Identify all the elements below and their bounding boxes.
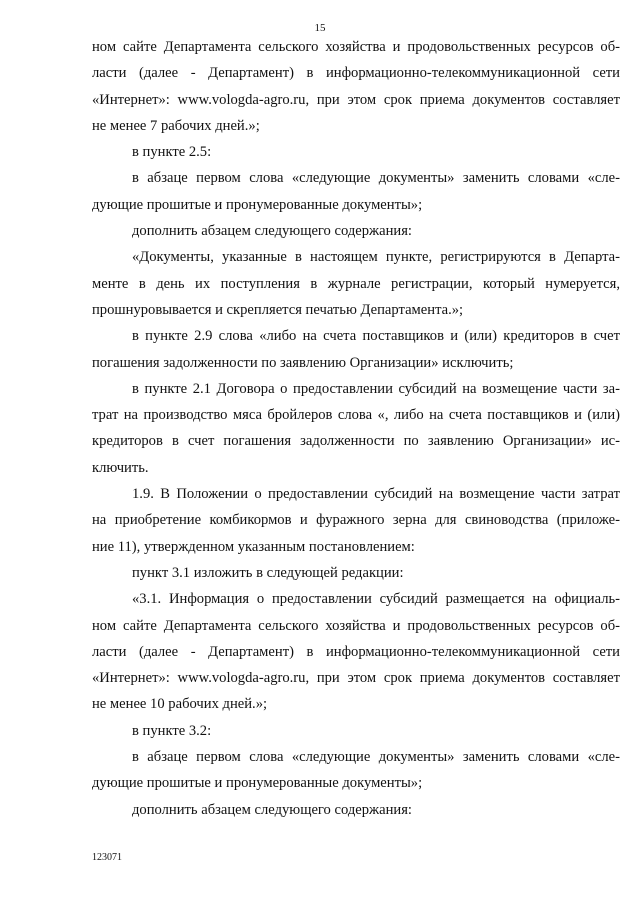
page-number: 15: [314, 22, 326, 34]
paragraph: [92, 218, 620, 244]
text-line: «Интернет»: www.vologda-agro.ru, при этом срок приема документов составляет: [92, 91, 620, 108]
text-line: в пункте 2.1 Договора о предоставлении субсидий на возмещение части за-: [132, 380, 620, 397]
paragraph: [92, 744, 620, 797]
text-line: дополнить абзацем следующего содержания:: [132, 223, 412, 240]
text-line: в пункте 2.9 слова «либо на счета поставщиков и (или) кредиторов в счет: [132, 328, 620, 345]
paragraph: [92, 797, 620, 823]
text-line: прошнуровывается и скрепляется печатью Департамента.»;: [92, 301, 464, 318]
text-line: в пункте 3.2:: [132, 722, 212, 739]
paragraph: [92, 139, 620, 165]
text-line: кредиторов в счет погашения задолженности по заявлению Организации» ис-: [92, 433, 620, 450]
text-line: в пункте 2.5:: [132, 144, 212, 161]
text-line: погашения задолженности по заявлению Организации» исключить;: [92, 354, 514, 371]
document-body: [92, 34, 620, 823]
text-line: дополнить абзацем следующего содержания:: [132, 801, 412, 818]
text-line: ласти (далее - Департамент) в информационно-телекоммуникационной сети: [92, 65, 620, 82]
text-line: не менее 10 рабочих дней.»;: [92, 696, 268, 713]
text-line: в абзаце первом слова «следующие документы» заменить словами «сле-: [132, 170, 620, 187]
paragraph: [92, 323, 620, 376]
text-line: «3.1. Информация о предоставлении субсидий размещается на официаль-: [132, 591, 620, 608]
text-line: «Интернет»: www.vologda-agro.ru, при этом срок приема документов составляет: [92, 670, 620, 687]
text-line: пункт 3.1 изложить в следующей редакции:: [132, 564, 404, 581]
text-line: не менее 7 рабочих дней.»;: [92, 117, 260, 134]
paragraph: [92, 718, 620, 744]
paragraph: [92, 165, 620, 218]
text-line: в абзаце первом слова «следующие документы» заменить словами «сле-: [132, 749, 620, 766]
text-line: на приобретение комбикормов и фуражного зерна для свиноводства (приложе-: [92, 512, 620, 529]
paragraph: [92, 34, 620, 139]
paragraph: [92, 244, 620, 323]
paragraph: [92, 376, 620, 481]
paragraph: [92, 481, 620, 560]
text-line: дующие прошитые и пронумерованные документы»;: [92, 196, 423, 213]
text-line: ном сайте Департамента сельского хозяйства и продовольственных ресурсов об-: [92, 39, 620, 55]
paragraph: [92, 560, 620, 586]
text-line: 1.9. В Положении о предоставлении субсидий на возмещение части затрат: [132, 486, 620, 503]
text-line: ключить.: [92, 459, 149, 476]
text-line: трат на производство мяса бройлеров слова «, либо на счета поставщиков и (или): [92, 407, 620, 424]
text-line: ние 11), утвержденном указанным постановлением:: [92, 538, 415, 555]
text-line: ласти (далее - Департамент) в информационно-телекоммуникационной сети: [92, 643, 620, 660]
text-line: дующие прошитые и пронумерованные документы»;: [92, 775, 423, 792]
text-line: менте в день их поступления в журнале регистрации, который нумеруется,: [92, 275, 620, 292]
text-line: «Документы, указанные в настоящем пункте, регистрируются в Департа-: [132, 249, 620, 266]
document-code: 123071: [92, 852, 122, 863]
text-line: ном сайте Департамента сельского хозяйства и продовольственных ресурсов об-: [92, 617, 620, 634]
paragraph: [92, 586, 620, 717]
